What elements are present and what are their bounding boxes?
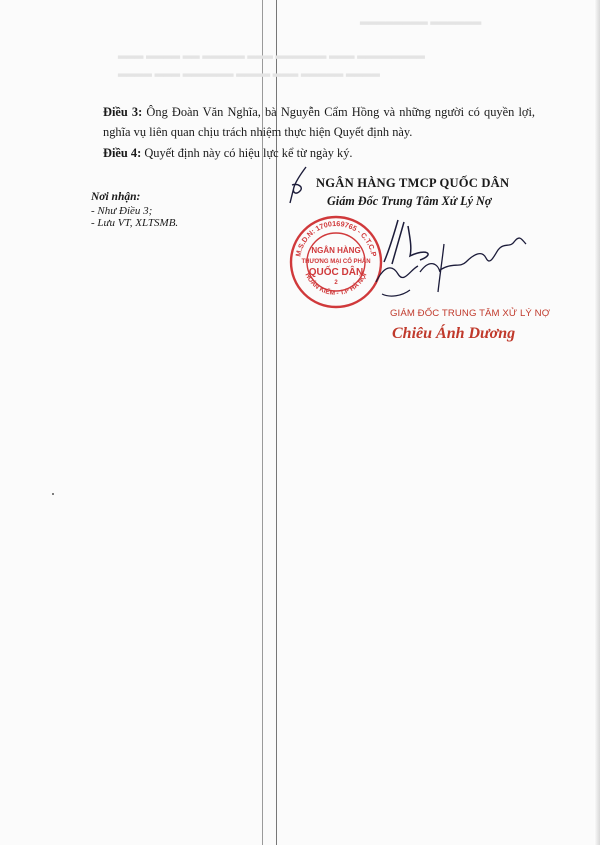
article-4-paragraph <box>103 143 535 163</box>
svg-text:NGÂN HÀNG: NGÂN HÀNG <box>311 246 361 255</box>
article-3-paragraph <box>103 102 535 142</box>
initial-flourish-icon <box>286 165 316 205</box>
recipient-item: - Như Điều 3; <box>91 205 153 217</box>
signatory-role: Giám Đốc Trung Tâm Xử Lý Nợ <box>327 194 492 208</box>
svg-text:THƯƠNG MẠI CỔ PHẦN: THƯƠNG MẠI CỔ PHẦN <box>301 259 371 265</box>
recipients-block <box>91 191 178 229</box>
handwritten-signature-icon <box>370 214 530 314</box>
page-edge-shadow <box>594 0 600 845</box>
speck <box>52 493 54 495</box>
show-through-text: ▂▂▂ ▂▂▂▂ ▂▂ ▂▂▂▂▂ ▂▂▂ ▂▂▂▂▂▂ ▂▂▂ ▂▂▂▂▂▂▂▂ <box>118 47 425 59</box>
svg-text:2: 2 <box>334 280 338 286</box>
recipient-item: - Lưu VT, XLTSMB. <box>91 217 179 229</box>
show-through-text: ▂▂▂▂ ▂▂▂ ▂▂▂▂▂▂ ▂▂▂▂ ▂▂▂ ▂▂▂▂▂ ▂▂▂▂ <box>118 65 380 77</box>
show-through-text: ▂▂▂▂▂▂▂▂ ▂▂▂▂▂▂ <box>360 13 482 25</box>
article-3-text: Ông Đoàn Văn Nghĩa, bà Nguyễn Cẩm Hồng và những người có quyền lợi, nghĩa vụ liên quan chịu trách nhiệm thực hiện Quyết định này. <box>103 105 535 139</box>
svg-text:QUỐC DÂN: QUỐC DÂN <box>308 267 364 278</box>
stamped-signatory-name: Chiêu Ánh Dương <box>392 325 516 342</box>
stamped-signatory-title: GIÁM ĐỐC TRUNG TÂM XỬ LÝ NỢ <box>390 308 551 319</box>
recipients-title: Nơi nhận: <box>91 191 141 203</box>
article-3-label: Điều 3: <box>103 105 143 119</box>
article-4-label: Điều 4: <box>103 146 142 160</box>
svg-text:M.S.D.N: 1700169765 - C.T.C.P: M.S.D.N: 1700169765 - C.T.C.P <box>293 218 379 258</box>
article-4-text: Quyết định này có hiệu lực kể từ ngày ký. <box>144 146 353 160</box>
svg-text:HOÀN KIẾM - T.P HÀ NỘI: HOÀN KIẾM - T.P HÀ NỘI <box>303 272 369 298</box>
signatory-organization: NGÂN HÀNG TMCP QUỐC DÂN <box>316 176 510 190</box>
